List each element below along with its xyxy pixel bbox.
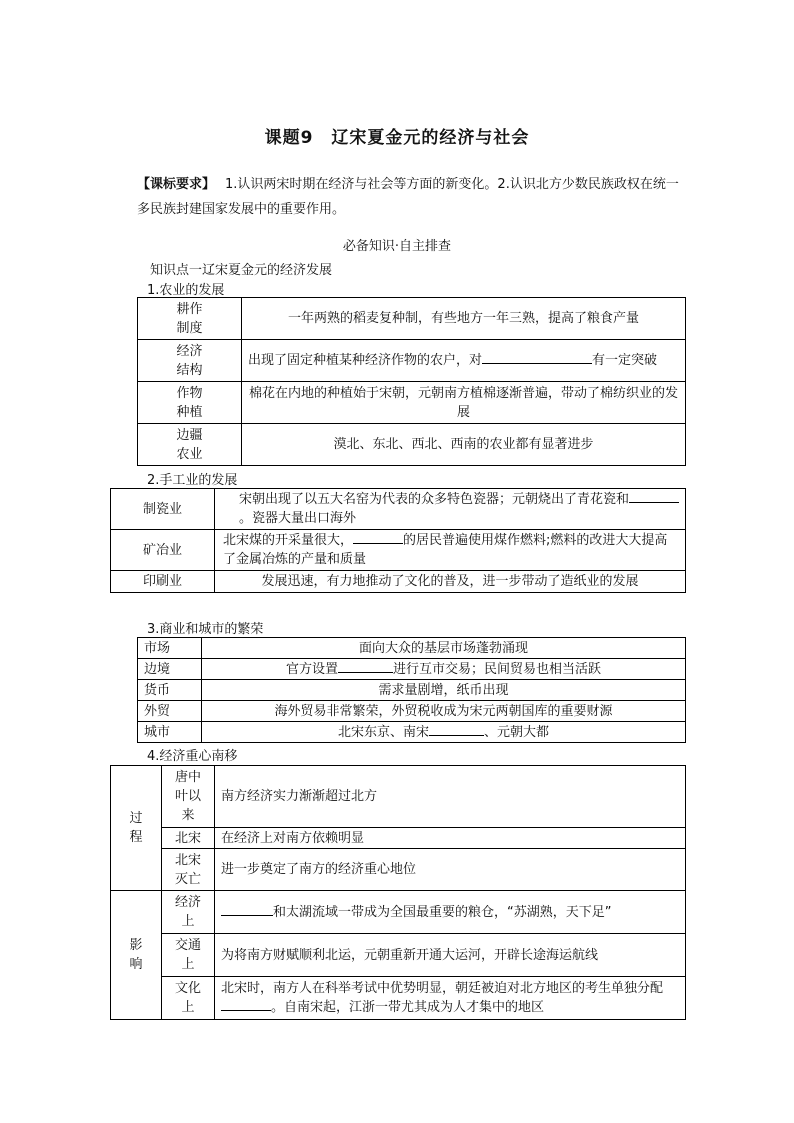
fill-blank[interactable] <box>429 723 484 736</box>
shift-table <box>110 765 686 1020</box>
row-label: 货币 <box>138 680 202 701</box>
process-label <box>111 766 162 891</box>
content-part: 的居民普遍使用煤作燃料;燃料的改进大大提高了金属冶炼的产量和质量 <box>223 533 668 567</box>
content-part: 。瓷器大量出口海外 <box>239 511 357 526</box>
page-title: 课题9 辽宋夏金元的经济与社会 <box>264 128 530 148</box>
table-row <box>111 828 686 849</box>
row-content: 为将南方财赋顺利北运，元朝重新开通大运河，开辟长途海运航线 <box>215 934 686 977</box>
row-label: 制瓷业 <box>111 489 215 530</box>
row-label: 边境 <box>138 659 202 680</box>
row-label: 耕作制度 <box>138 298 242 340</box>
agriculture-heading: 1.农业的发展 <box>147 283 225 298</box>
row-content: 棉花在内地的种植始于宋朝，元朝南方植棉逐渐普遍，带动了棉纺织业的发展 <box>242 382 686 424</box>
row-label: 经济上 <box>162 891 215 934</box>
content-part: 进行互市交易；民间贸易也相当活跃 <box>393 661 602 677</box>
row-label: 矿冶业 <box>111 530 215 571</box>
shift-heading: 4.经济重心南移 <box>147 749 238 764</box>
row-label: 文化上 <box>162 977 215 1020</box>
content-part: 。自南宋起，江浙一带尤其成为人才集中的地区 <box>271 1000 545 1015</box>
row-content <box>202 722 686 743</box>
fill-blank[interactable] <box>629 490 679 503</box>
row-label: 外贸 <box>138 701 202 722</box>
content-part: 北宋时，南方人在科举考试中优势明显，朝廷被迫对北方地区的考生单独分配 <box>221 981 664 996</box>
row-label: 市场 <box>138 638 202 659</box>
row-content <box>242 340 686 382</box>
row-content: 海外贸易非常繁荣，外贸税收成为宋元两朝国库的重要财源 <box>202 701 686 722</box>
row-content <box>215 891 686 934</box>
row-content <box>202 659 686 680</box>
row-label: 唐中叶以来 <box>162 766 215 828</box>
requirements-text: 1.认识两宋时期在经济与社会等方面的新变化。2.认识北方少数民族政权在统一多民族封建国家发展中的重要作用。 <box>137 177 679 217</box>
row-content: 发展迅速，有力地推动了文化的普及，进一步带动了造纸业的发展 <box>215 571 686 593</box>
process-label-text: 过程 <box>129 811 143 845</box>
fill-blank[interactable] <box>338 660 393 673</box>
section-title: 必备知识·自主排查 <box>342 239 452 254</box>
row-label: 北宋灭亡 <box>162 849 215 891</box>
handicraft-heading: 2.手工业的发展 <box>147 473 238 488</box>
table-row <box>111 977 686 1020</box>
row-label: 经济结构 <box>138 340 242 382</box>
impact-label <box>111 891 162 1020</box>
content-part: 北宋东京、南宋 <box>337 724 429 740</box>
table-row <box>138 638 686 659</box>
table-row <box>111 891 686 934</box>
row-label: 交通上 <box>162 934 215 977</box>
content-part: 宋朝出现了以五大名窑为代表的众多特色瓷器；元朝烧出了青花瓷和 <box>239 492 630 507</box>
table-row <box>138 659 686 680</box>
table-row <box>111 766 686 828</box>
table-row <box>138 701 686 722</box>
commerce-table <box>137 637 686 743</box>
content-part: 官方设置 <box>285 661 338 677</box>
table-row <box>138 340 686 382</box>
fill-blank[interactable] <box>482 351 592 364</box>
table-row <box>111 530 686 571</box>
table-row <box>111 934 686 977</box>
row-content: 漠北、东北、西北、西南的农业都有显著进步 <box>242 424 686 466</box>
content-part: 和太湖流域一带成为全国最重要的粮仓，“苏湖熟，天下足” <box>273 904 612 920</box>
table-row <box>138 382 686 424</box>
row-content: 面向大众的基层市场蓬勃涌现 <box>202 638 686 659</box>
table-row <box>138 722 686 743</box>
table-row <box>111 489 686 530</box>
fill-blank[interactable] <box>353 531 403 544</box>
table-row <box>138 680 686 701</box>
table-row <box>138 298 686 340</box>
row-content: 需求量剧增，纸币出现 <box>202 680 686 701</box>
content-part: 出现了固定种植某种经济作物的农户，对 <box>248 353 483 368</box>
row-label: 作物种植 <box>138 382 242 424</box>
row-label: 边疆农业 <box>138 424 242 466</box>
agriculture-table <box>137 297 686 466</box>
row-content <box>215 489 686 530</box>
commerce-heading: 3.商业和城市的繁荣 <box>147 622 264 637</box>
row-label: 印刷业 <box>111 571 215 593</box>
requirements-tag: 【课标要求】 <box>137 177 216 192</box>
fill-blank[interactable] <box>221 998 271 1011</box>
fill-blank[interactable] <box>221 903 273 916</box>
row-content: 进一步奠定了南方的经济重心地位 <box>215 849 686 891</box>
row-content <box>215 977 686 1020</box>
table-row <box>111 849 686 891</box>
row-content: 南方经济实力渐渐超过北方 <box>215 766 686 828</box>
table-row <box>138 424 686 466</box>
content-part: 有一定突破 <box>592 353 658 368</box>
row-content: 在经济上对南方依赖明显 <box>215 828 686 849</box>
content-part: 、元朝大都 <box>484 724 550 740</box>
impact-label-text: 影响 <box>129 938 143 972</box>
row-label: 北宋 <box>162 828 215 849</box>
table-row <box>111 571 686 593</box>
row-content: 一年两熟的稻麦复种制，有些地方一年三熟，提高了粮食产量 <box>242 298 686 340</box>
row-content <box>215 530 686 571</box>
row-label: 城市 <box>138 722 202 743</box>
content-part: 北宋煤的开采量很大， <box>223 533 354 548</box>
handicraft-table <box>110 488 686 593</box>
curriculum-requirements <box>137 172 683 222</box>
knowledge-point-title: 知识点一辽宋夏金元的经济发展 <box>150 263 333 278</box>
